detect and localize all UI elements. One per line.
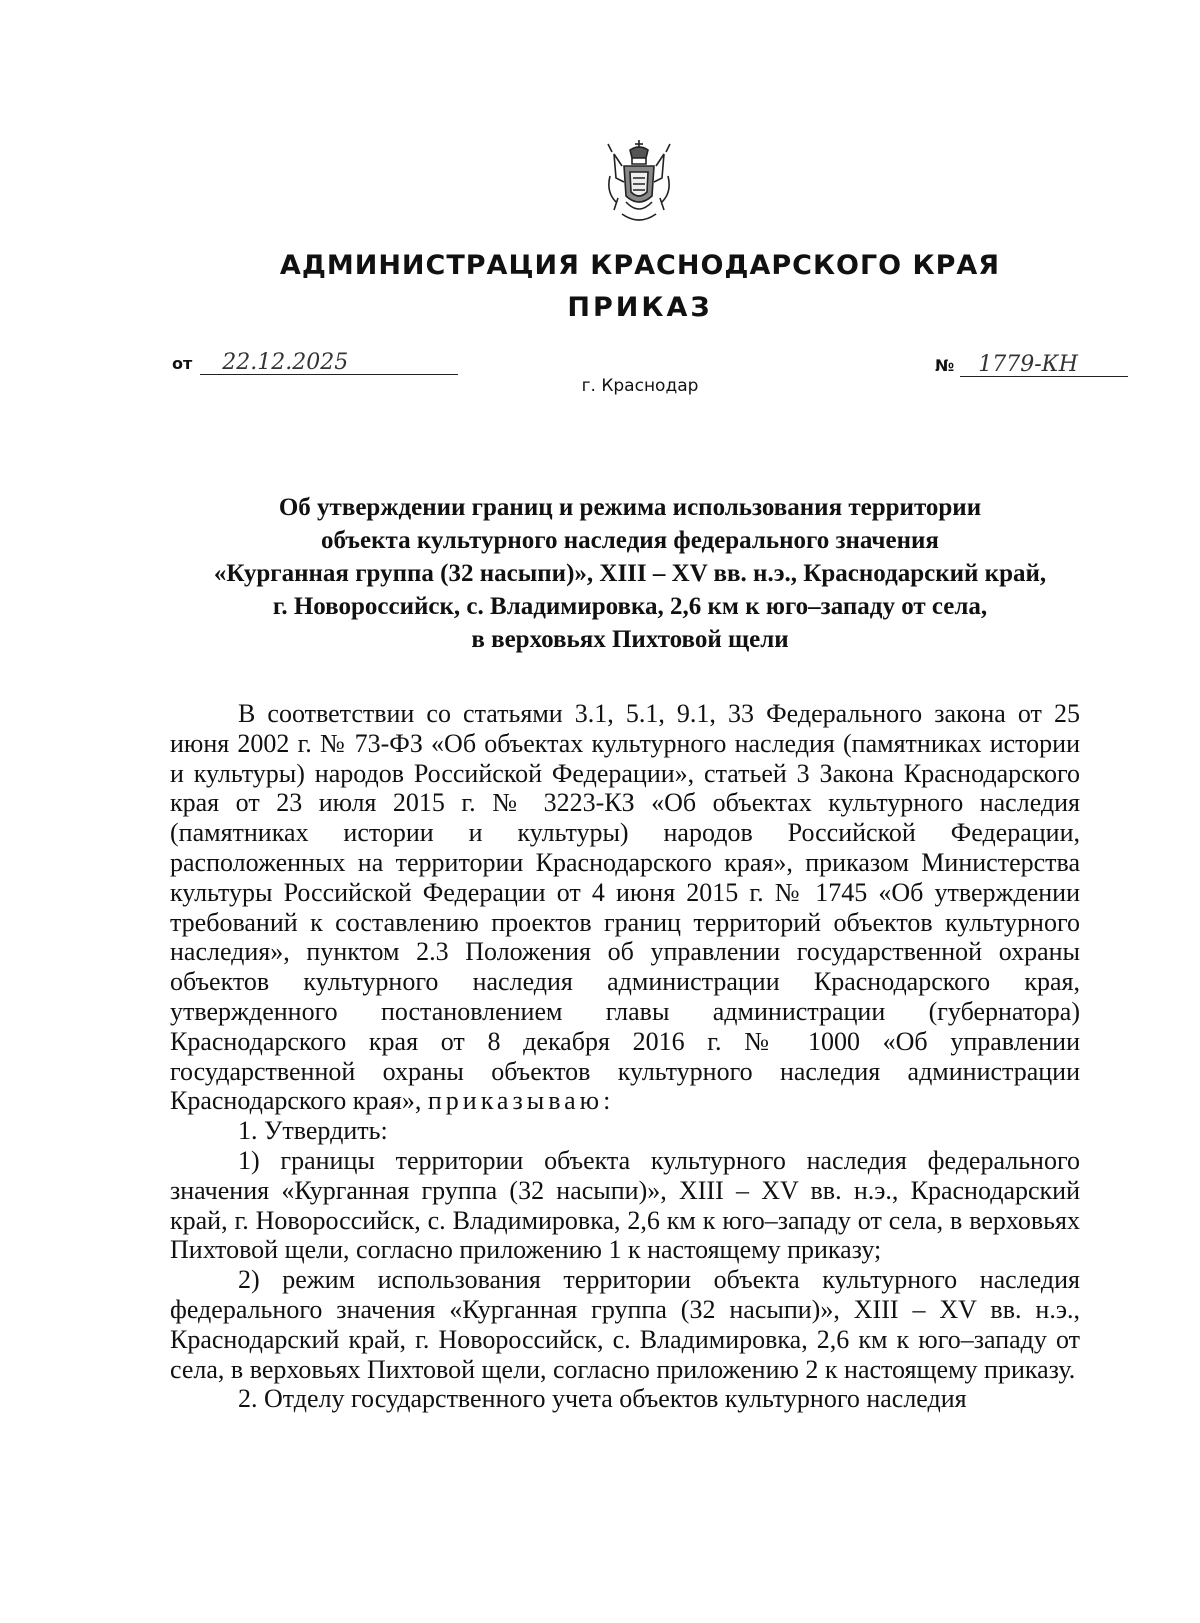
item-1-1: 1) границы территории объекта культурного наследия федерального значения «Курганная группа (32 насыпи)», XIII – XV вв. н.э., Краснодарский край, г. Новороссийск, с. Владимировка, 2,6 км к юго–западу от села, в верховьях Пихтовой щели, согласно приложению 1 к настоящему приказу; xyxy=(170,1145,1080,1265)
subject-line: Об утверждении границ и режима использования территории xyxy=(278,494,982,521)
subject-line: «Курганная группа (32 насыпи)», XIII – XV вв. н.э., Краснодарский край, xyxy=(213,560,1047,587)
item-1-2: 2) режим использования территории объекта культурного наследия федерального значения «Курганная группа (32 насыпи)», XIII – XV вв. н.э., Краснодарский край, г. Новороссийск, с. Владимировка, 2,6 км к юго–западу от села, в верховьях Пихтовой щели, согласно приложению 2 к настоящему приказу. xyxy=(170,1265,1080,1384)
preamble-paragraph xyxy=(170,699,1080,1116)
date-field xyxy=(172,352,458,375)
city: г. Краснодар xyxy=(581,376,699,396)
number-field xyxy=(935,354,1128,377)
date-label: от xyxy=(172,354,193,373)
item-2: 2. Отделу государственного учета объектов культурного наследия xyxy=(238,1384,967,1414)
order-word: приказываю: xyxy=(427,1086,615,1116)
subject-line: в верховьях Пихтовой щели xyxy=(471,626,789,653)
order-subject xyxy=(160,491,1100,656)
organization-title: АДМИНИСТРАЦИЯ КРАСНОДАРСКОГО КРАЯ xyxy=(279,250,1001,281)
subject-line: объекта культурного наследия федерального значения xyxy=(321,527,939,554)
date-value: 22.12.2025 xyxy=(200,352,458,375)
document-type: ПРИКАЗ xyxy=(567,292,713,323)
number-value: 1779-КН xyxy=(960,354,1128,377)
coat-of-arms-icon xyxy=(602,136,676,228)
subject-line: г. Новороссийск, с. Владимировка, 2,6 км к юго–западу от села, xyxy=(272,593,988,620)
number-label: № xyxy=(935,356,955,375)
preamble-text: В соответствии со статьями 3.1, 5.1, 9.1, 33 Федерального закона от 25 июня 2002 г. № 73-ФЗ «Об объектах культурного наследия (памятниках истории и культуры) народов Российской Федерации», статьей 3 Закона Краснодарского края от 23 июля 2015 г. № 3223-КЗ «Об объектах культурного наследия (памятниках истории и культуры) народов Российской Федерации, расположенных на территории Краснодарского края», приказом Министерства культуры Российской Федерации от 4 июня 2015 г. № 1745 «Об утверждении требований к составлению проектов границ территорий объектов культурного наследия», пунктом 2.3 Положения об управлении государственной охраны объектов культурного наследия администрации Краснодарского края, утвержденного постановлением главы администрации (губернатора) Краснодарского края от 8 декабря 2016 г. № 1000 «Об управлении государственной охраны объектов культурного наследия администрации Краснодарского края», xyxy=(170,699,1080,1116)
item-1: 1. Утвердить: xyxy=(238,1116,388,1146)
order-body xyxy=(170,699,1080,1414)
